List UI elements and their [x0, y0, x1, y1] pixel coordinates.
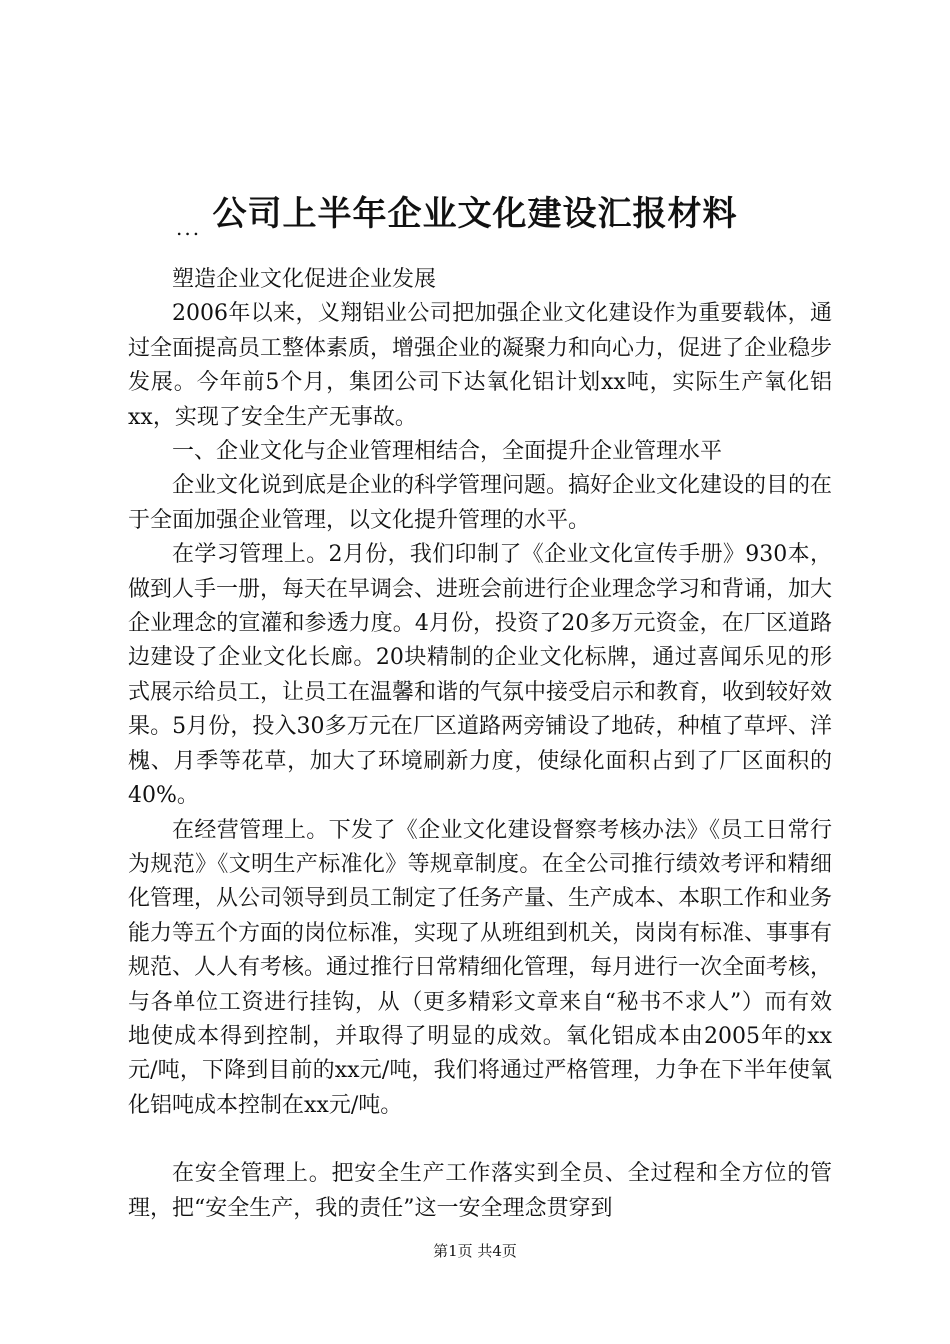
paragraph-management: 企业文化说到底是企业的科学管理问题。搞好企业文化建设的目的在于全面加强企业管理，以文化提升管理的水平。: [128, 473, 833, 533]
paragraph-safety-management: 在安全管理上。把安全生产工作落实到全员、全过程和全方位的管理，把“安全生产，我的责任”这一安全理念贯穿到: [128, 1161, 832, 1221]
page-footer: 第1页 共4页: [433, 1242, 517, 1260]
document-title: 公司上半年企业文化建设汇报材料: [212, 194, 738, 234]
paragraph-learning-management: 在学习管理上。2月份，我们印制了《企业文化宣传手册》930本，做到人手一册，每天在早调会、进班会前进行企业理念学习和背诵，加大企业理念的宣灌和参透力度。4月份，投资了20多万元资金，在厂区道路边建设了企业文化长廊。20块精制的企业文化标牌，通过喜闻乐见的形式展示给员工，让员工在温馨和谐的气氛中接受启示和教育，收到较好效果。5月份，投入30多万元在厂区道路两旁铺设了地砖，种植了草坪、洋槐、月季等花草，加大了环境刷新力度，使绿化面积占到了厂区面积的40%。: [128, 542, 833, 809]
paragraph-intro: 2006年以来，义翔铝业公司把加强企业文化建设作为重要载体，通过全面提高员工整体素质，增强企业的凝聚力和向心力，促进了企业稳步发展。今年前5个月，集团公司下达氧化铝计划xx吨，实际生产氧化铝xx，实现了安全生产无事故。: [128, 301, 833, 430]
document-body: [128, 263, 832, 1226]
paragraph-section-heading: 一、企业文化与企业管理相结合，全面提升企业管理水平: [172, 439, 723, 465]
paragraph-subtitle: 塑造企业文化促进企业发展: [172, 267, 437, 292]
ellipsis-marker: ...: [176, 216, 202, 240]
paragraph-operation-management: 在经营管理上。下发了《企业文化建设督察考核办法》《员工日常行为规范》《文明生产标准化》等规章制度。在全公司推行绩效考评和精细化管理，从公司领导到员工制定了任务产量、生产成本、本职工作和业务能力等五个方面的岗位标准，实现了从班组到机关，岗岗有标准、事事有规范、人人有考核。通过推行日常精细化管理，每月进行一次全面考核，与各单位工资进行挂钩，从（更多精彩文章来自“秘书不求人”）而有效地使成本得到控制，并取得了明显的成效。氧化铝成本由2005年的xx元/吨，下降到目前的xx元/吨，我们将通过严格管理，力争在下半年使氧化铝吨成本控制在xx元/吨。: [128, 817, 833, 1118]
